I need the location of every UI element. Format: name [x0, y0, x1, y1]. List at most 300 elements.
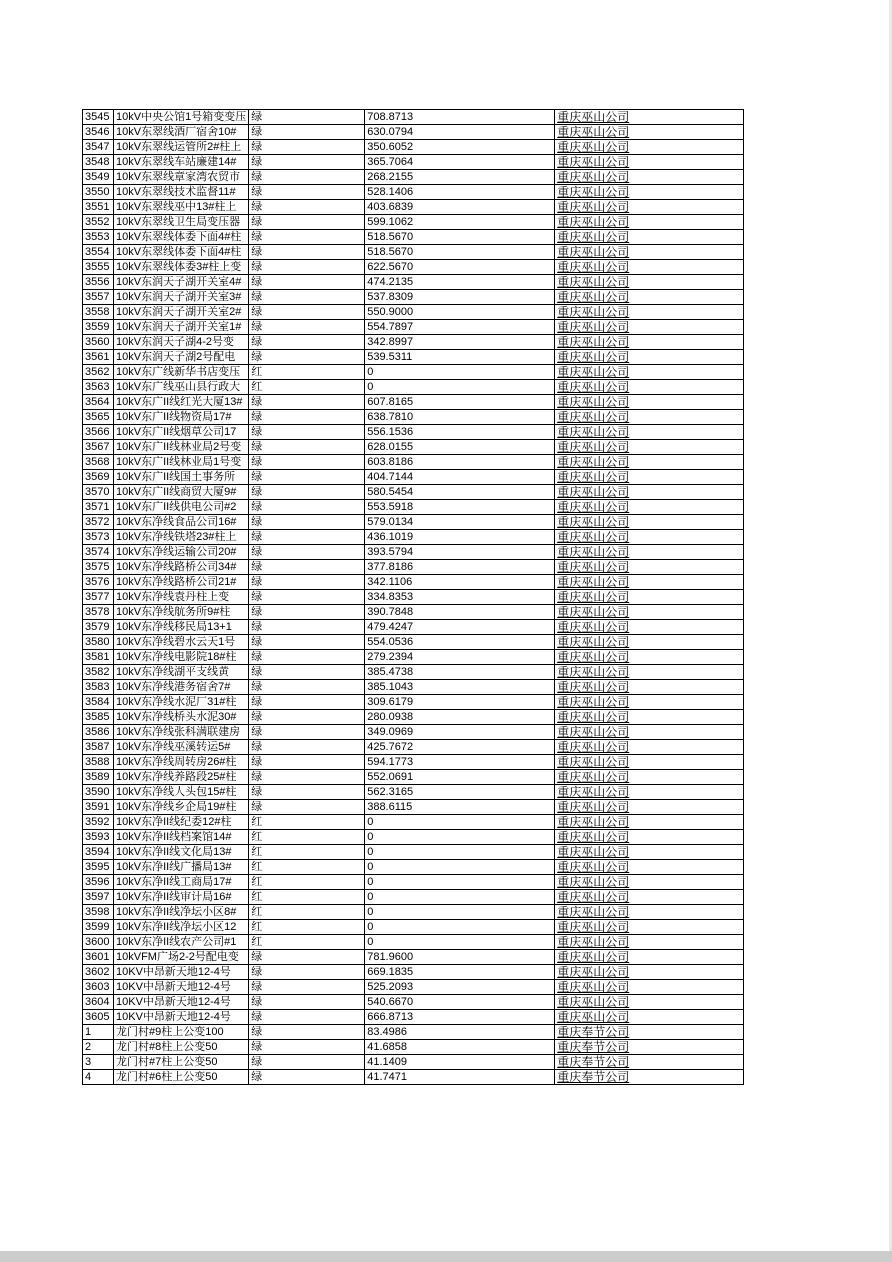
- table-row: [83, 995, 744, 1010]
- row-id-cell: 3586: [83, 725, 114, 740]
- company-link-cell[interactable]: 重庆巫山公司: [555, 860, 744, 875]
- row-id-cell: 3558: [83, 305, 114, 320]
- device-name-cell: 10kV东净线湖平支线黄: [114, 665, 249, 680]
- row-id-cell: 3581: [83, 650, 114, 665]
- company-link-cell[interactable]: 重庆巫山公司: [555, 410, 744, 425]
- company-link-cell[interactable]: 重庆巫山公司: [555, 590, 744, 605]
- table-row: [83, 935, 744, 950]
- company-link-cell[interactable]: 重庆巫山公司: [555, 665, 744, 680]
- status-cell: 绿: [249, 1010, 365, 1025]
- company-link-cell[interactable]: 重庆巫山公司: [555, 965, 744, 980]
- value-cell: 669.1835: [365, 965, 555, 980]
- value-cell: 393.5794: [365, 545, 555, 560]
- company-link-cell[interactable]: 重庆巫山公司: [555, 485, 744, 500]
- device-name-cell: 10kV东翠线酒厂宿舍10#: [114, 125, 249, 140]
- value-cell: 708.8713: [365, 110, 555, 125]
- row-id-cell: 3584: [83, 695, 114, 710]
- value-cell: 539.5311: [365, 350, 555, 365]
- company-link-cell[interactable]: 重庆巫山公司: [555, 440, 744, 455]
- status-cell: 绿: [249, 215, 365, 230]
- company-link-cell[interactable]: 重庆巫山公司: [555, 425, 744, 440]
- table-row: [83, 785, 744, 800]
- company-link-cell[interactable]: 重庆巫山公司: [555, 350, 744, 365]
- value-cell: 0: [365, 875, 555, 890]
- value-cell: 365.7064: [365, 155, 555, 170]
- company-link-cell[interactable]: 重庆巫山公司: [555, 290, 744, 305]
- row-id-cell: 3557: [83, 290, 114, 305]
- company-link-cell[interactable]: 重庆巫山公司: [555, 470, 744, 485]
- device-name-cell: 10kV东净线碧水云天1号: [114, 635, 249, 650]
- row-id-cell: 3547: [83, 140, 114, 155]
- table-row: [83, 185, 744, 200]
- status-cell: 绿: [249, 1040, 365, 1055]
- company-link-cell[interactable]: 重庆奉节公司: [555, 1040, 744, 1055]
- device-name-cell: 10kV东广II线林业局2号变: [114, 440, 249, 455]
- status-cell: 绿: [249, 125, 365, 140]
- value-cell: 540.6670: [365, 995, 555, 1010]
- row-id-cell: 2: [83, 1040, 114, 1055]
- device-name-cell: 10kV东净线路桥公司34#: [114, 560, 249, 575]
- row-id-cell: 3588: [83, 755, 114, 770]
- company-link-cell[interactable]: 重庆巫山公司: [555, 845, 744, 860]
- device-name-cell: 10kV东净II线文化局13#: [114, 845, 249, 860]
- value-cell: 599.1062: [365, 215, 555, 230]
- status-cell: 绿: [249, 695, 365, 710]
- value-cell: 83.4986: [365, 1025, 555, 1040]
- row-id-cell: 3591: [83, 800, 114, 815]
- row-id-cell: 3585: [83, 710, 114, 725]
- company-link-cell[interactable]: 重庆巫山公司: [555, 980, 744, 995]
- device-name-cell: 10kV东翠线章家湾农贸市: [114, 170, 249, 185]
- row-id-cell: 3592: [83, 815, 114, 830]
- value-cell: 0: [365, 815, 555, 830]
- status-cell: 绿: [249, 590, 365, 605]
- value-cell: 41.6858: [365, 1040, 555, 1055]
- status-cell: 绿: [249, 785, 365, 800]
- company-link-cell[interactable]: 重庆巫山公司: [555, 155, 744, 170]
- row-id-cell: 3590: [83, 785, 114, 800]
- value-cell: 41.7471: [365, 1070, 555, 1085]
- row-id-cell: 3589: [83, 770, 114, 785]
- value-cell: 279.2394: [365, 650, 555, 665]
- table-row: [83, 515, 744, 530]
- company-link-cell[interactable]: 重庆奉节公司: [555, 1025, 744, 1040]
- status-cell: 绿: [249, 755, 365, 770]
- value-cell: 594.1773: [365, 755, 555, 770]
- device-name-cell: 10kV东净II线纪委12#柱: [114, 815, 249, 830]
- company-link-cell[interactable]: 重庆巫山公司: [555, 695, 744, 710]
- row-id-cell: 3561: [83, 350, 114, 365]
- table-row: [83, 680, 744, 695]
- company-link-cell[interactable]: 重庆巫山公司: [555, 530, 744, 545]
- value-cell: 388.6115: [365, 800, 555, 815]
- table-row: [83, 1070, 744, 1085]
- value-cell: 554.7897: [365, 320, 555, 335]
- table-row: [83, 545, 744, 560]
- company-link-cell[interactable]: 重庆巫山公司: [555, 185, 744, 200]
- status-cell: 红: [249, 920, 365, 935]
- status-cell: 绿: [249, 260, 365, 275]
- company-link-cell[interactable]: 重庆巫山公司: [555, 680, 744, 695]
- device-name-cell: 10kV东净II线广播局13#: [114, 860, 249, 875]
- value-cell: 553.5918: [365, 500, 555, 515]
- company-link-cell[interactable]: 重庆巫山公司: [555, 395, 744, 410]
- status-cell: 绿: [249, 770, 365, 785]
- table-row: [83, 665, 744, 680]
- company-link-cell[interactable]: 重庆巫山公司: [555, 920, 744, 935]
- device-name-cell: 10kV东净II线净坛小区12: [114, 920, 249, 935]
- company-link-cell[interactable]: 重庆巫山公司: [555, 335, 744, 350]
- device-name-cell: 10kV东广II线物资局17#: [114, 410, 249, 425]
- row-id-cell: 3577: [83, 590, 114, 605]
- value-cell: 474.2135: [365, 275, 555, 290]
- status-cell: 绿: [249, 335, 365, 350]
- row-id-cell: 3583: [83, 680, 114, 695]
- device-name-cell: 10kV东净线桥头水泥30#: [114, 710, 249, 725]
- row-id-cell: 3545: [83, 110, 114, 125]
- device-name-cell: 10kV东翠线体委下面4#柱: [114, 245, 249, 260]
- value-cell: 403.6839: [365, 200, 555, 215]
- table-row: [83, 815, 744, 830]
- value-cell: 607.8165: [365, 395, 555, 410]
- company-link-cell[interactable]: 重庆巫山公司: [555, 770, 744, 785]
- status-cell: 绿: [249, 305, 365, 320]
- status-cell: 绿: [249, 680, 365, 695]
- company-link-cell[interactable]: 重庆巫山公司: [555, 725, 744, 740]
- status-cell: 绿: [249, 275, 365, 290]
- status-cell: 绿: [249, 320, 365, 335]
- value-cell: 0: [365, 380, 555, 395]
- row-id-cell: 3593: [83, 830, 114, 845]
- table-row: [83, 635, 744, 650]
- company-link-cell[interactable]: 重庆巫山公司: [555, 890, 744, 905]
- row-id-cell: 3570: [83, 485, 114, 500]
- company-link-cell[interactable]: 重庆巫山公司: [555, 785, 744, 800]
- table-row: [83, 875, 744, 890]
- device-name-cell: 10kVFM广场2-2号配电变: [114, 950, 249, 965]
- table-row: [83, 155, 744, 170]
- device-name-cell: 10kV东翠线巫中13#柱上: [114, 200, 249, 215]
- company-link-cell[interactable]: 重庆巫山公司: [555, 560, 744, 575]
- company-link-cell[interactable]: 重庆巫山公司: [555, 380, 744, 395]
- company-link-cell[interactable]: 重庆巫山公司: [555, 320, 744, 335]
- company-link-cell[interactable]: 重庆巫山公司: [555, 275, 744, 290]
- status-cell: 绿: [249, 560, 365, 575]
- row-id-cell: 3564: [83, 395, 114, 410]
- row-id-cell: 3560: [83, 335, 114, 350]
- table-row: [83, 620, 744, 635]
- company-link-cell[interactable]: 重庆巫山公司: [555, 950, 744, 965]
- company-link-cell[interactable]: 重庆巫山公司: [555, 500, 744, 515]
- company-link-cell[interactable]: 重庆巫山公司: [555, 935, 744, 950]
- device-name-cell: 10kV东润天子湖开关室3#: [114, 290, 249, 305]
- value-cell: 0: [365, 905, 555, 920]
- table-row: [83, 215, 744, 230]
- device-data-table: [82, 109, 744, 1085]
- device-name-cell: 10kV东净线周转房26#柱: [114, 755, 249, 770]
- status-cell: 绿: [249, 140, 365, 155]
- table-row: [83, 260, 744, 275]
- table-row: [83, 860, 744, 875]
- device-name-cell: 10kV东润天子湖4-2号变: [114, 335, 249, 350]
- device-name-cell: 10kV东净II线审计局16#: [114, 890, 249, 905]
- company-link-cell[interactable]: 重庆巫山公司: [555, 995, 744, 1010]
- value-cell: 622.5670: [365, 260, 555, 275]
- status-cell: 绿: [249, 710, 365, 725]
- table-row: [83, 425, 744, 440]
- status-cell: 绿: [249, 170, 365, 185]
- row-id-cell: 3566: [83, 425, 114, 440]
- device-name-cell: 10kV东润天子湖开关室1#: [114, 320, 249, 335]
- status-cell: 绿: [249, 530, 365, 545]
- value-cell: 580.5454: [365, 485, 555, 500]
- device-name-cell: 10kV东翠线卫生局变压器: [114, 215, 249, 230]
- row-id-cell: 3603: [83, 980, 114, 995]
- device-name-cell: 10kV中央公馆1号箱变变压: [114, 110, 249, 125]
- device-name-cell: 10kV东净线食品公司16#: [114, 515, 249, 530]
- table-row: [83, 395, 744, 410]
- device-name-cell: 10kV东净线航务所9#柱: [114, 605, 249, 620]
- company-link-cell[interactable]: 重庆奉节公司: [555, 1070, 744, 1085]
- value-cell: 579.0134: [365, 515, 555, 530]
- value-cell: 0: [365, 935, 555, 950]
- company-link-cell[interactable]: 重庆巫山公司: [555, 635, 744, 650]
- table-row: [83, 365, 744, 380]
- status-cell: 绿: [249, 965, 365, 980]
- device-name-cell: 10kV东广II线烟草公司17: [114, 425, 249, 440]
- device-name-cell: 10kV东净线巫溪转运5#: [114, 740, 249, 755]
- row-id-cell: 3572: [83, 515, 114, 530]
- row-id-cell: 3598: [83, 905, 114, 920]
- company-link-cell[interactable]: 重庆巫山公司: [555, 365, 744, 380]
- value-cell: 41.1409: [365, 1055, 555, 1070]
- table-row: [83, 590, 744, 605]
- value-cell: 404.7144: [365, 470, 555, 485]
- value-cell: 518.5670: [365, 245, 555, 260]
- table-row: [83, 770, 744, 785]
- device-name-cell: 10kV东净II线净坛小区8#: [114, 905, 249, 920]
- table-row: [83, 485, 744, 500]
- company-link-cell[interactable]: 重庆巫山公司: [555, 620, 744, 635]
- company-link-cell[interactable]: 重庆巫山公司: [555, 110, 744, 125]
- row-id-cell: 3582: [83, 665, 114, 680]
- table-row: [83, 335, 744, 350]
- table-row: [83, 605, 744, 620]
- status-cell: 红: [249, 365, 365, 380]
- company-link-cell[interactable]: 重庆巫山公司: [555, 305, 744, 320]
- device-name-cell: 10kV东净线养路段25#柱: [114, 770, 249, 785]
- status-cell: 绿: [249, 470, 365, 485]
- row-id-cell: 4: [83, 1070, 114, 1085]
- value-cell: 518.5670: [365, 230, 555, 245]
- status-cell: 绿: [249, 545, 365, 560]
- table-row: [83, 380, 744, 395]
- row-id-cell: 3549: [83, 170, 114, 185]
- value-cell: 342.8997: [365, 335, 555, 350]
- table-row: [83, 845, 744, 860]
- value-cell: 556.1536: [365, 425, 555, 440]
- device-name-cell: 10KV中昂新天地12-4号: [114, 995, 249, 1010]
- status-cell: 绿: [249, 635, 365, 650]
- device-name-cell: 10kV东净线袁丹柱上变: [114, 590, 249, 605]
- value-cell: 350.6052: [365, 140, 555, 155]
- company-link-cell[interactable]: 重庆巫山公司: [555, 200, 744, 215]
- row-id-cell: 3565: [83, 410, 114, 425]
- value-cell: 425.7672: [365, 740, 555, 755]
- page-bottom-edge: [0, 1251, 892, 1262]
- value-cell: 0: [365, 365, 555, 380]
- status-cell: 绿: [249, 725, 365, 740]
- table-row: [83, 200, 744, 215]
- row-id-cell: 3595: [83, 860, 114, 875]
- table-row: [83, 710, 744, 725]
- row-id-cell: 3562: [83, 365, 114, 380]
- device-name-cell: 10kV东净线张科满联建房: [114, 725, 249, 740]
- status-cell: 红: [249, 890, 365, 905]
- company-link-cell[interactable]: 重庆巫山公司: [555, 755, 744, 770]
- value-cell: 309.6179: [365, 695, 555, 710]
- table-row: [83, 500, 744, 515]
- company-link-cell[interactable]: 重庆巫山公司: [555, 575, 744, 590]
- device-name-cell: 10kV东净线港务宿舍7#: [114, 680, 249, 695]
- table-row: [83, 410, 744, 425]
- value-cell: 528.1406: [365, 185, 555, 200]
- device-name-cell: 10kV东净II线农产公司#1: [114, 935, 249, 950]
- status-cell: 绿: [249, 1055, 365, 1070]
- value-cell: 0: [365, 860, 555, 875]
- value-cell: 0: [365, 890, 555, 905]
- device-name-cell: 10kV东净线人头包15#柱: [114, 785, 249, 800]
- company-link-cell[interactable]: 重庆巫山公司: [555, 710, 744, 725]
- row-id-cell: 3571: [83, 500, 114, 515]
- status-cell: 红: [249, 830, 365, 845]
- table-row: [83, 830, 744, 845]
- device-name-cell: 10kV东广线新华书店变压: [114, 365, 249, 380]
- table-row: [83, 140, 744, 155]
- device-name-cell: 10kV东净II线档案馆14#: [114, 830, 249, 845]
- row-id-cell: 3579: [83, 620, 114, 635]
- device-name-cell: 10kV东广线巫山县行政大: [114, 380, 249, 395]
- row-id-cell: 3559: [83, 320, 114, 335]
- row-id-cell: 3: [83, 1055, 114, 1070]
- company-link-cell[interactable]: 重庆巫山公司: [555, 605, 744, 620]
- value-cell: 537.8309: [365, 290, 555, 305]
- company-link-cell[interactable]: 重庆巫山公司: [555, 230, 744, 245]
- company-link-cell[interactable]: 重庆巫山公司: [555, 830, 744, 845]
- status-cell: 绿: [249, 425, 365, 440]
- status-cell: 绿: [249, 500, 365, 515]
- value-cell: 562.3165: [365, 785, 555, 800]
- row-id-cell: 3596: [83, 875, 114, 890]
- value-cell: 0: [365, 845, 555, 860]
- table-row: [83, 950, 744, 965]
- company-link-cell[interactable]: 重庆巫山公司: [555, 215, 744, 230]
- status-cell: 绿: [249, 455, 365, 470]
- row-id-cell: 3550: [83, 185, 114, 200]
- row-id-cell: 3575: [83, 560, 114, 575]
- device-name-cell: 10kV东广II线红光大厦13#: [114, 395, 249, 410]
- status-cell: 绿: [249, 245, 365, 260]
- table-row: [83, 110, 744, 125]
- status-cell: 红: [249, 380, 365, 395]
- company-link-cell[interactable]: 重庆巫山公司: [555, 245, 744, 260]
- table-row: [83, 1055, 744, 1070]
- company-link-cell[interactable]: 重庆巫山公司: [555, 740, 744, 755]
- table-row: [83, 320, 744, 335]
- status-cell: 红: [249, 815, 365, 830]
- value-cell: 552.0691: [365, 770, 555, 785]
- table-row: [83, 455, 744, 470]
- device-name-cell: 10kV东净线铁塔23#柱上: [114, 530, 249, 545]
- status-cell: 红: [249, 860, 365, 875]
- row-id-cell: 3574: [83, 545, 114, 560]
- company-link-cell[interactable]: 重庆巫山公司: [555, 260, 744, 275]
- company-link-cell[interactable]: 重庆巫山公司: [555, 800, 744, 815]
- row-id-cell: 3555: [83, 260, 114, 275]
- company-link-cell[interactable]: 重庆巫山公司: [555, 515, 744, 530]
- status-cell: 绿: [249, 605, 365, 620]
- status-cell: 绿: [249, 515, 365, 530]
- device-name-cell: 10kV东净线运输公司20#: [114, 545, 249, 560]
- table-row: [83, 350, 744, 365]
- company-link-cell[interactable]: 重庆巫山公司: [555, 545, 744, 560]
- row-id-cell: 1: [83, 1025, 114, 1040]
- device-name-cell: 10kV东广II线供电公司#2: [114, 500, 249, 515]
- row-id-cell: 3594: [83, 845, 114, 860]
- row-id-cell: 3576: [83, 575, 114, 590]
- table-row: [83, 980, 744, 995]
- device-name-cell: 10kV东净线路桥公司21#: [114, 575, 249, 590]
- company-link-cell[interactable]: 重庆巫山公司: [555, 170, 744, 185]
- status-cell: 绿: [249, 620, 365, 635]
- row-id-cell: 3604: [83, 995, 114, 1010]
- value-cell: 666.8713: [365, 1010, 555, 1025]
- device-name-cell: 10kV东广II线林业局1号变: [114, 455, 249, 470]
- table-row: [83, 530, 744, 545]
- table-row: [83, 440, 744, 455]
- value-cell: 525.2093: [365, 980, 555, 995]
- device-name-cell: 10kV东净线移民局13+1: [114, 620, 249, 635]
- device-name-cell: 10kV东润天子湖开关室2#: [114, 305, 249, 320]
- value-cell: 781.9600: [365, 950, 555, 965]
- row-id-cell: 3548: [83, 155, 114, 170]
- status-cell: 绿: [249, 800, 365, 815]
- value-cell: 334.8353: [365, 590, 555, 605]
- table-row: [83, 305, 744, 320]
- company-link-cell[interactable]: 重庆巫山公司: [555, 650, 744, 665]
- row-id-cell: 3573: [83, 530, 114, 545]
- company-link-cell[interactable]: 重庆巫山公司: [555, 140, 744, 155]
- company-link-cell[interactable]: 重庆奉节公司: [555, 1055, 744, 1070]
- company-link-cell[interactable]: 重庆巫山公司: [555, 875, 744, 890]
- status-cell: 绿: [249, 200, 365, 215]
- device-name-cell: 10kV东净线水泥厂31#柱: [114, 695, 249, 710]
- table-row: [83, 245, 744, 260]
- company-link-cell[interactable]: 重庆巫山公司: [555, 815, 744, 830]
- company-link-cell[interactable]: 重庆巫山公司: [555, 905, 744, 920]
- status-cell: 绿: [249, 1025, 365, 1040]
- device-name-cell: 龙门村#8柱上公变50: [114, 1040, 249, 1055]
- value-cell: 638.7810: [365, 410, 555, 425]
- company-link-cell[interactable]: 重庆巫山公司: [555, 1010, 744, 1025]
- row-id-cell: 3556: [83, 275, 114, 290]
- company-link-cell[interactable]: 重庆巫山公司: [555, 125, 744, 140]
- company-link-cell[interactable]: 重庆巫山公司: [555, 455, 744, 470]
- value-cell: 603.8186: [365, 455, 555, 470]
- status-cell: 绿: [249, 350, 365, 365]
- row-id-cell: 3597: [83, 890, 114, 905]
- value-cell: 479.4247: [365, 620, 555, 635]
